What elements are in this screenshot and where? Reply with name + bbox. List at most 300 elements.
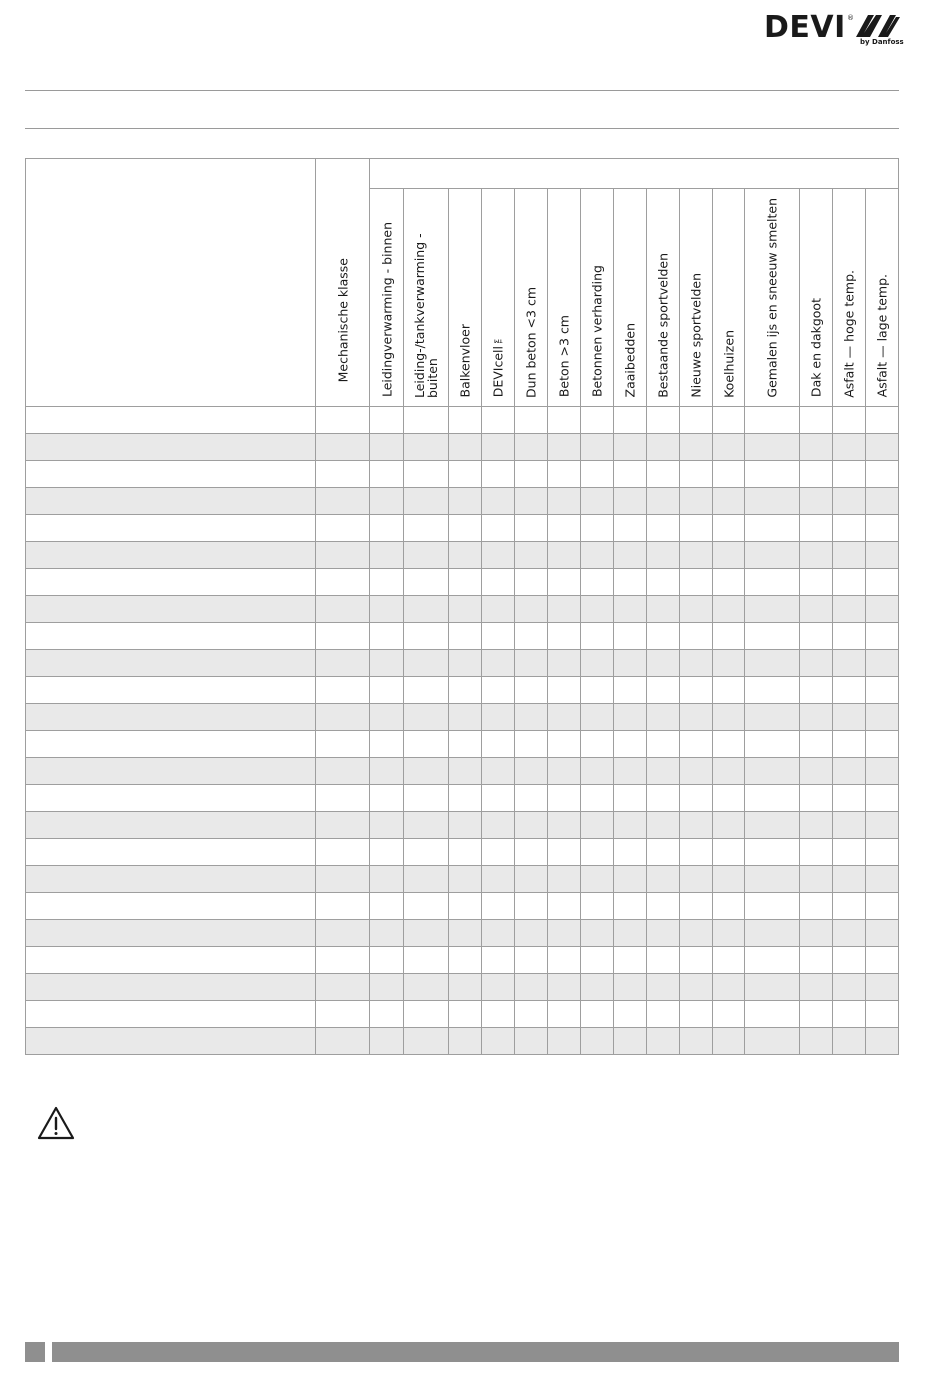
application-matrix: [25, 158, 899, 1055]
table-cell: [581, 731, 614, 758]
table-cell: [482, 677, 515, 704]
table-cell: [647, 650, 680, 677]
table-cell: [316, 785, 370, 812]
table-cell: [482, 866, 515, 893]
table-cell: [833, 1001, 866, 1028]
table-cell: [316, 704, 370, 731]
table-cell: [866, 542, 899, 569]
table-row: [26, 731, 899, 758]
table-cell: [581, 596, 614, 623]
table-cell: [515, 515, 548, 542]
row-label-cell: [26, 1001, 316, 1028]
table-cell: [404, 596, 449, 623]
table-cell: [482, 434, 515, 461]
column-label: Betonnen verharding: [589, 265, 605, 398]
table-cell: [680, 947, 713, 974]
table-cell: [713, 488, 745, 515]
column-label: Bestaande sportvelden: [655, 252, 671, 398]
table-cell: [316, 1028, 370, 1055]
table-cell: [647, 893, 680, 920]
table-cell: [745, 1001, 800, 1028]
table-cell: [316, 947, 370, 974]
logo-tagline: by Danfoss: [860, 38, 904, 46]
table-cell: [482, 785, 515, 812]
table-cell: [581, 569, 614, 596]
table-cell: [548, 407, 581, 434]
table-row: [26, 920, 899, 947]
column-header: [482, 189, 515, 407]
table-cell: [800, 1028, 833, 1055]
row-label-cell: [26, 758, 316, 785]
table-cell: [680, 461, 713, 488]
table-cell: [548, 947, 581, 974]
table-cell: [316, 866, 370, 893]
table-cell: [548, 488, 581, 515]
table-cell: [515, 650, 548, 677]
table-cell: [316, 569, 370, 596]
column-label: Dak en dakgoot: [808, 298, 824, 398]
table-cell: [745, 947, 800, 974]
table-cell: [745, 542, 800, 569]
table-cell: [745, 623, 800, 650]
table-cell: [548, 515, 581, 542]
table-cell: [581, 623, 614, 650]
table-cell: [713, 461, 745, 488]
table-cell: [800, 974, 833, 1001]
table-cell: [713, 974, 745, 1001]
table-cell: [316, 1001, 370, 1028]
table-cell: [515, 947, 548, 974]
table-cell: [833, 893, 866, 920]
table-cell: [581, 650, 614, 677]
table-cell: [647, 1028, 680, 1055]
table-cell: [800, 623, 833, 650]
table-cell: [548, 461, 581, 488]
table-cell: [370, 461, 404, 488]
table-row: [26, 785, 899, 812]
table-cell: [614, 812, 647, 839]
table-cell: [713, 542, 745, 569]
column-header: [833, 189, 866, 407]
table-row: [26, 758, 899, 785]
table-cell: [866, 920, 899, 947]
row-label-cell: [26, 596, 316, 623]
table-cell: [800, 515, 833, 542]
table-cell: [548, 542, 581, 569]
table-cell: [581, 1001, 614, 1028]
table-cell: [866, 974, 899, 1001]
row-label-cell: [26, 542, 316, 569]
table-cell: [745, 461, 800, 488]
table-cell: [680, 866, 713, 893]
table-cell: [404, 920, 449, 947]
table-cell: [614, 677, 647, 704]
table-cell: [713, 893, 745, 920]
table-cell: [614, 731, 647, 758]
table-cell: [647, 569, 680, 596]
table-cell: [449, 1028, 482, 1055]
table-cell: [745, 434, 800, 461]
table-cell: [515, 461, 548, 488]
table-cell: [647, 542, 680, 569]
table-cell: [745, 866, 800, 893]
table-cell: [713, 407, 745, 434]
table-cell: [800, 731, 833, 758]
footer-page-marker: [25, 1342, 45, 1362]
table-cell: [370, 434, 404, 461]
header-mechanical-class: [316, 159, 370, 407]
table-cell: [833, 947, 866, 974]
column-label: DEVIcell™: [490, 331, 506, 398]
table-cell: [581, 704, 614, 731]
table-cell: [515, 596, 548, 623]
table-cell: [449, 515, 482, 542]
header-corner-cell: [26, 159, 316, 407]
table-cell: [614, 515, 647, 542]
table-cell: [833, 515, 866, 542]
table-cell: [800, 1001, 833, 1028]
table-cell: [833, 434, 866, 461]
table-cell: [614, 407, 647, 434]
column-label: Mechanische klasse: [335, 258, 350, 383]
table-cell: [581, 434, 614, 461]
table-cell: [614, 650, 647, 677]
table-row: [26, 596, 899, 623]
table-cell: [745, 569, 800, 596]
table-cell: [866, 893, 899, 920]
table-cell: [745, 407, 800, 434]
table-cell: [833, 731, 866, 758]
table-cell: [548, 623, 581, 650]
column-label: Zaaibedden: [622, 323, 638, 398]
table-cell: [866, 704, 899, 731]
table-cell: [713, 650, 745, 677]
table-cell: [581, 515, 614, 542]
row-label-cell: [26, 893, 316, 920]
table-cell: [316, 893, 370, 920]
table-cell: [614, 1028, 647, 1055]
table-cell: [680, 596, 713, 623]
column-header: [548, 189, 581, 407]
table-cell: [866, 1001, 899, 1028]
row-label-cell: [26, 839, 316, 866]
table-cell: [647, 704, 680, 731]
table-cell: [370, 407, 404, 434]
table-cell: [449, 947, 482, 974]
table-cell: [713, 677, 745, 704]
table-row: [26, 488, 899, 515]
table-cell: [548, 974, 581, 1001]
row-label-cell: [26, 515, 316, 542]
table-cell: [833, 785, 866, 812]
header-rule-bottom: [25, 128, 899, 129]
table-cell: [581, 785, 614, 812]
logo-registered-mark: ®: [847, 14, 854, 22]
table-cell: [548, 1001, 581, 1028]
table-cell: [482, 461, 515, 488]
table-cell: [745, 731, 800, 758]
table-cell: [680, 785, 713, 812]
table-cell: [482, 704, 515, 731]
table-cell: [515, 488, 548, 515]
table-cell: [614, 758, 647, 785]
table-cell: [581, 893, 614, 920]
table-row: [26, 677, 899, 704]
table-cell: [713, 515, 745, 542]
table-cell: [482, 920, 515, 947]
table-cell: [404, 812, 449, 839]
table-cell: [866, 1028, 899, 1055]
table-row: [26, 839, 899, 866]
table-cell: [404, 866, 449, 893]
table-row: [26, 812, 899, 839]
table-cell: [548, 758, 581, 785]
table-cell: [866, 515, 899, 542]
table-cell: [614, 623, 647, 650]
table-cell: [370, 1028, 404, 1055]
table-cell: [800, 488, 833, 515]
table-cell: [614, 866, 647, 893]
row-label-cell: [26, 812, 316, 839]
column-header: [515, 189, 548, 407]
table-cell: [713, 812, 745, 839]
table-cell: [647, 488, 680, 515]
table-cell: [449, 866, 482, 893]
column-label: Leiding-/tankverwarming - buiten: [412, 232, 440, 398]
table-cell: [449, 623, 482, 650]
table-cell: [482, 650, 515, 677]
table-cell: [482, 1001, 515, 1028]
row-label-cell: [26, 434, 316, 461]
column-header: [866, 189, 899, 407]
table-cell: [713, 785, 745, 812]
row-label-cell: [26, 866, 316, 893]
table-cell: [647, 515, 680, 542]
table-cell: [581, 1028, 614, 1055]
table-cell: [647, 920, 680, 947]
table-cell: [316, 677, 370, 704]
table-cell: [833, 461, 866, 488]
row-label-cell: [26, 974, 316, 1001]
table-cell: [581, 812, 614, 839]
table-cell: [316, 974, 370, 1001]
table-cell: [404, 515, 449, 542]
column-header: [614, 189, 647, 407]
table-cell: [316, 920, 370, 947]
table-cell: [866, 758, 899, 785]
table-cell: [548, 650, 581, 677]
table-cell: [713, 920, 745, 947]
table-cell: [515, 893, 548, 920]
table-cell: [316, 407, 370, 434]
table-cell: [316, 488, 370, 515]
table-cell: [800, 407, 833, 434]
table-cell: [866, 839, 899, 866]
table-row: [26, 1028, 899, 1055]
column-label: Asfalt — lage temp.: [874, 274, 890, 398]
table-cell: [647, 785, 680, 812]
table-row: [26, 1001, 899, 1028]
table-cell: [866, 677, 899, 704]
table-cell: [404, 974, 449, 1001]
table-cell: [515, 974, 548, 1001]
warning-triangle-icon: [36, 1105, 76, 1143]
table-cell: [680, 623, 713, 650]
table-cell: [833, 866, 866, 893]
table-cell: [647, 461, 680, 488]
table-cell: [680, 893, 713, 920]
table-cell: [482, 812, 515, 839]
table-cell: [866, 488, 899, 515]
table-cell: [370, 569, 404, 596]
column-header: [800, 189, 833, 407]
table-cell: [680, 704, 713, 731]
table-cell: [482, 974, 515, 1001]
table-cell: [482, 596, 515, 623]
table-cell: [548, 866, 581, 893]
table-cell: [316, 812, 370, 839]
table-cell: [833, 704, 866, 731]
row-label-cell: [26, 461, 316, 488]
column-header: [581, 189, 614, 407]
table-row: [26, 704, 899, 731]
table-cell: [680, 434, 713, 461]
table-cell: [370, 542, 404, 569]
table-cell: [370, 839, 404, 866]
table-cell: [548, 812, 581, 839]
table-cell: [647, 758, 680, 785]
table-cell: [647, 947, 680, 974]
table-cell: [370, 974, 404, 1001]
table-cell: [713, 434, 745, 461]
table-cell: [647, 731, 680, 758]
row-label-cell: [26, 677, 316, 704]
row-label-cell: [26, 1028, 316, 1055]
table-cell: [647, 434, 680, 461]
table-cell: [713, 731, 745, 758]
table-cell: [370, 947, 404, 974]
table-cell: [449, 974, 482, 1001]
table-cell: [866, 947, 899, 974]
table-cell: [404, 704, 449, 731]
table-cell: [866, 461, 899, 488]
table-cell: [800, 920, 833, 947]
table-cell: [680, 920, 713, 947]
table-cell: [647, 623, 680, 650]
row-label-cell: [26, 623, 316, 650]
table-cell: [866, 596, 899, 623]
table-cell: [680, 1001, 713, 1028]
table-cell: [614, 893, 647, 920]
table-cell: [833, 839, 866, 866]
table-cell: [482, 488, 515, 515]
table-cell: [833, 812, 866, 839]
table-cell: [482, 758, 515, 785]
logo-wordmark: DEVI: [764, 10, 846, 45]
table-cell: [713, 839, 745, 866]
table-cell: [800, 866, 833, 893]
table-cell: [581, 839, 614, 866]
table-cell: [449, 758, 482, 785]
table-cell: [800, 569, 833, 596]
column-label: Nieuwe sportvelden: [688, 272, 704, 398]
table-cell: [515, 1001, 548, 1028]
table-cell: [614, 1001, 647, 1028]
table-cell: [647, 1001, 680, 1028]
table-cell: [713, 758, 745, 785]
table-cell: [713, 704, 745, 731]
table-cell: [370, 731, 404, 758]
table-cell: [548, 434, 581, 461]
table-cell: [647, 812, 680, 839]
table-cell: [370, 893, 404, 920]
table-cell: [404, 542, 449, 569]
table-cell: [614, 785, 647, 812]
row-label-cell: [26, 650, 316, 677]
table-cell: [800, 893, 833, 920]
table-cell: [482, 515, 515, 542]
table-cell: [515, 623, 548, 650]
table-cell: [449, 893, 482, 920]
column-header: [449, 189, 482, 407]
table-cell: [833, 488, 866, 515]
table-cell: [482, 407, 515, 434]
table-cell: [404, 1001, 449, 1028]
table-cell: [515, 704, 548, 731]
table-cell: [515, 1028, 548, 1055]
table-cell: [866, 785, 899, 812]
column-header: [680, 189, 713, 407]
table-cell: [866, 866, 899, 893]
table-cell: [866, 650, 899, 677]
table-cell: [316, 839, 370, 866]
column-label: Asfalt — hoge temp.: [841, 269, 857, 398]
table-cell: [404, 488, 449, 515]
table-cell: [548, 1028, 581, 1055]
table-cell: [833, 1028, 866, 1055]
table-cell: [680, 407, 713, 434]
table-cell: [548, 596, 581, 623]
table-cell: [800, 704, 833, 731]
table-cell: [482, 569, 515, 596]
table-cell: [370, 704, 404, 731]
table-cell: [449, 407, 482, 434]
table-cell: [581, 407, 614, 434]
table-cell: [680, 515, 713, 542]
table-cell: [548, 704, 581, 731]
table-cell: [713, 623, 745, 650]
table-cell: [800, 542, 833, 569]
table-row: [26, 542, 899, 569]
table-cell: [548, 839, 581, 866]
table-cell: [316, 650, 370, 677]
table-cell: [680, 731, 713, 758]
table-cell: [404, 677, 449, 704]
table-cell: [548, 677, 581, 704]
table-cell: [833, 920, 866, 947]
table-cell: [647, 839, 680, 866]
table-cell: [449, 839, 482, 866]
table-cell: [316, 461, 370, 488]
column-label: Koelhuizen: [721, 329, 736, 398]
table-cell: [515, 569, 548, 596]
table-cell: [449, 920, 482, 947]
row-label-cell: [26, 488, 316, 515]
table-cell: [833, 974, 866, 1001]
table-cell: [866, 623, 899, 650]
table-cell: [404, 623, 449, 650]
table-cell: [800, 434, 833, 461]
